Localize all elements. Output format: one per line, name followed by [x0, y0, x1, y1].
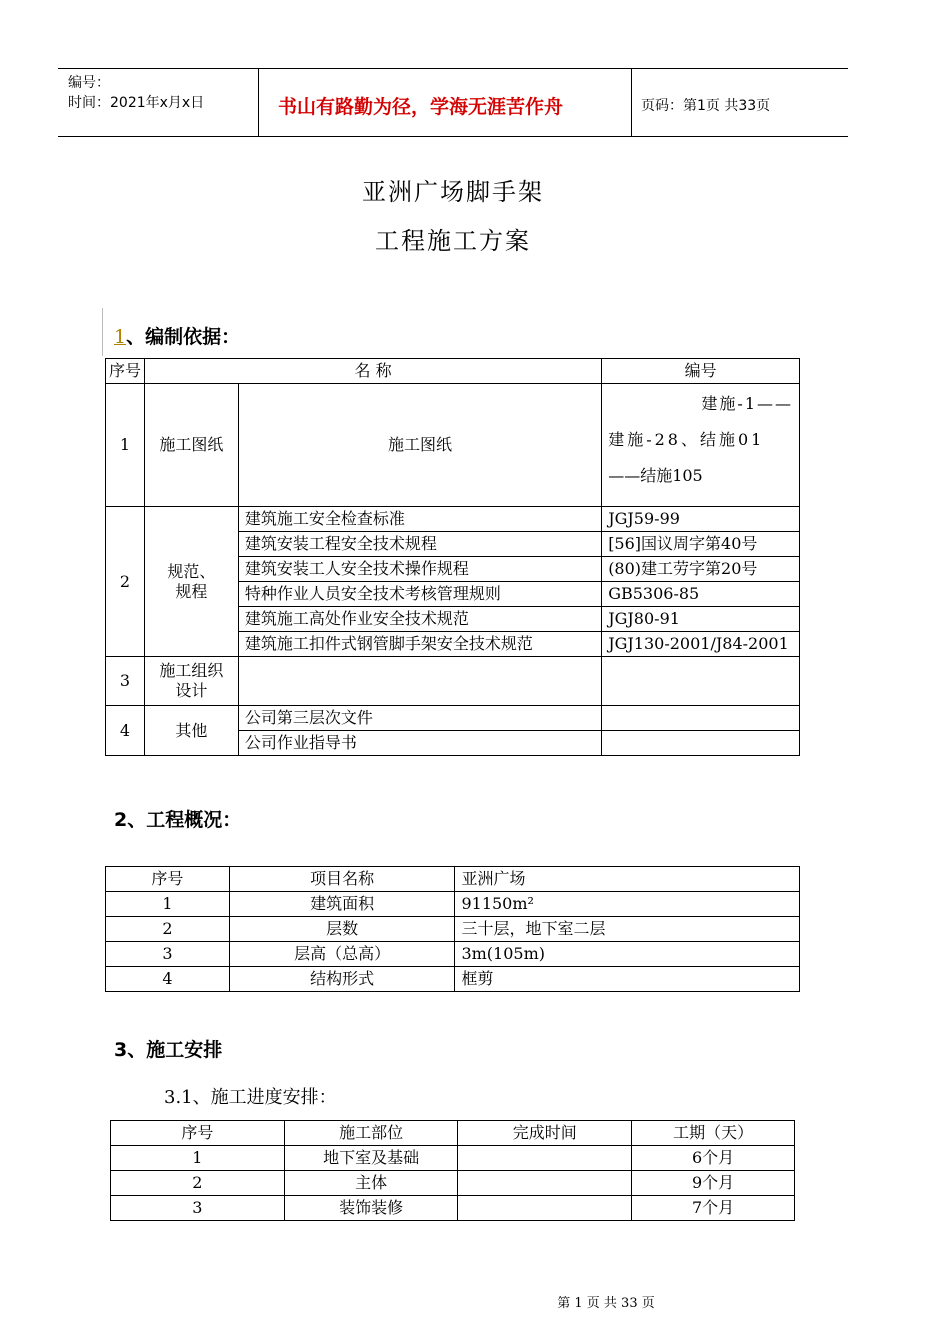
table-cell: 层数 [229, 917, 455, 942]
table-cell: 2 [106, 917, 230, 942]
code-line: 建施-28、结施01 [608, 430, 765, 449]
table-cell: [56]国议周字第40号 [602, 532, 800, 557]
header-number: 编号： [68, 75, 110, 91]
table-cell: GB5306-85 [602, 582, 800, 607]
table-cell: 建筑施工安全检查标准 [238, 507, 601, 532]
table-header-cell: 序号 [111, 1121, 285, 1146]
overview-table [105, 866, 800, 992]
table-cell: 3 [106, 942, 230, 967]
table-cell: 主体 [284, 1171, 458, 1196]
table-row [106, 507, 800, 532]
table-cell: JGJ80-91 [602, 607, 800, 632]
table-cell [458, 1146, 632, 1171]
table-cell: 2 [106, 507, 145, 657]
table-row [111, 1196, 795, 1221]
page-footer: 第 1 页 共 33 页 [557, 1296, 655, 1311]
table-cell: 7个月 [632, 1196, 795, 1221]
table-header-cell: 亚洲广场 [455, 867, 800, 892]
table-cell [602, 657, 800, 706]
header-divider [258, 68, 259, 136]
cell-line: 规程 [175, 581, 208, 601]
table-cell: 特种作业人员安全技术考核管理规则 [238, 582, 601, 607]
table-cell: JGJ130-2001/J84-2001 [602, 632, 800, 657]
table-cell [144, 657, 238, 706]
table-header-cell: 施工部位 [284, 1121, 458, 1146]
section-title: 、编制依据： [126, 326, 241, 348]
table-cell: 建筑安装工程安全技术规程 [238, 532, 601, 557]
table-header-cell: 工期（天） [632, 1121, 795, 1146]
table-row [106, 942, 800, 967]
table-cell: 建筑安装工人安全技术操作规程 [238, 557, 601, 582]
header-bottom-rule [58, 136, 848, 137]
table-cell: 4 [106, 706, 145, 756]
table-cell: 91150m² [455, 892, 800, 917]
table-header-cell: 完成时间 [458, 1121, 632, 1146]
table-cell: 装饰装修 [284, 1196, 458, 1221]
table-row [111, 1171, 795, 1196]
table-cell [602, 706, 800, 731]
table-cell: 结构形式 [229, 967, 455, 992]
table-cell: 1 [106, 384, 145, 507]
header-page: 页码：第1页 共33页 [641, 98, 771, 114]
table-cell: 3m(105m) [455, 942, 800, 967]
document-subtitle: 工程施工方案 [375, 227, 531, 255]
section-heading: 2、工程概况： [114, 809, 242, 831]
table-cell: 3 [106, 657, 145, 706]
table-cell: 6个月 [632, 1146, 795, 1171]
table-header-row [106, 867, 800, 892]
table-header-cell: 名 称 [144, 359, 601, 384]
table-cell: 公司第三层次文件 [238, 706, 601, 731]
table-cell: JGJ59-99 [602, 507, 800, 532]
schedule-table [110, 1120, 795, 1221]
table-cell: 4 [106, 967, 230, 992]
table-cell: 施工图纸 [238, 384, 601, 507]
table-header-row [106, 359, 800, 384]
subsection-heading: 3.1、施工进度安排： [164, 1087, 337, 1108]
table-cell [144, 507, 238, 657]
table-cell: 框剪 [455, 967, 800, 992]
header-slogan: 书山有路勤为径，学海无涯苦作舟 [278, 96, 564, 118]
table-cell: 3 [111, 1196, 285, 1221]
section-heading [114, 322, 240, 349]
table-cell: 建筑施工高处作业安全技术规范 [238, 607, 601, 632]
header-divider [631, 68, 632, 136]
code-line: 建施-1—— [701, 394, 793, 413]
table-header-cell: 项目名称 [229, 867, 455, 892]
document-title: 亚洲广场脚手架 [362, 178, 544, 206]
table-cell [602, 731, 800, 756]
table-row [111, 1146, 795, 1171]
table-cell: 1 [111, 1146, 285, 1171]
cell-line: 施工组织 [159, 661, 224, 680]
cell-line: 设计 [175, 681, 208, 700]
basis-table [105, 358, 800, 756]
table-cell: 公司作业指导书 [238, 731, 601, 756]
table-cell: 2 [111, 1171, 285, 1196]
table-cell [238, 657, 601, 706]
table-cell: 层高（总高） [229, 942, 455, 967]
table-cell: 建筑施工扣件式钢管脚手架安全技术规范 [238, 632, 601, 657]
margin-mark [102, 308, 103, 356]
header-time: 时间：2021年x月x日 [68, 95, 205, 111]
table-header-row [111, 1121, 795, 1146]
table-cell: 地下室及基础 [284, 1146, 458, 1171]
table-row [106, 967, 800, 992]
table-row [106, 384, 800, 507]
table-cell: 施工图纸 [144, 384, 238, 507]
section-number: 1 [114, 326, 127, 348]
table-cell: 9个月 [632, 1171, 795, 1196]
table-cell: 1 [106, 892, 230, 917]
table-header-cell: 序号 [106, 359, 145, 384]
header-top-rule [58, 68, 848, 69]
table-cell [458, 1196, 632, 1221]
table-cell: 其他 [144, 706, 238, 756]
table-row [106, 706, 800, 731]
cell-line: 规范、 [167, 561, 216, 581]
table-cell: (80)建工劳字第20号 [602, 557, 800, 582]
table-cell [458, 1171, 632, 1196]
table-cell [602, 384, 800, 507]
table-cell: 三十层，地下室二层 [455, 917, 800, 942]
code-line: ——结施105 [608, 466, 703, 485]
table-row [106, 917, 800, 942]
table-cell: 建筑面积 [229, 892, 455, 917]
table-row [106, 657, 800, 706]
table-header-cell: 序号 [106, 867, 230, 892]
section-heading: 3、施工安排 [114, 1039, 223, 1061]
table-header-cell: 编号 [602, 359, 800, 384]
table-row [106, 892, 800, 917]
